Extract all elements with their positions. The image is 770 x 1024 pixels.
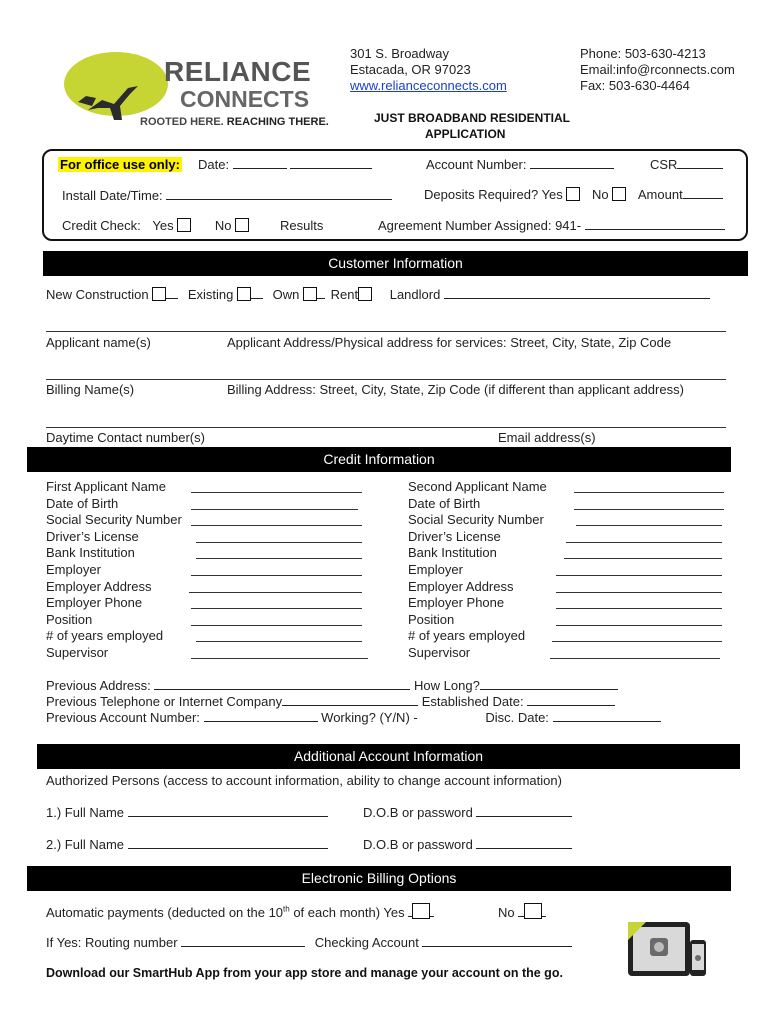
previous-address-label: Previous Address: <box>46 678 151 693</box>
amount-label: Amount <box>637 187 683 202</box>
agreement-label: Agreement Number Assigned: <box>378 218 552 233</box>
office-account-field[interactable] <box>530 157 614 169</box>
form-title-line2: APPLICATION <box>425 127 506 141</box>
auto-pay-label-b: of each month) Yes <box>289 905 405 920</box>
credit-right-label: Driver’s License <box>408 529 501 544</box>
website-link[interactable]: www.relianceconnects.com <box>350 78 507 93</box>
full-name-1-label: 1.) Full Name <box>46 805 125 820</box>
install-date-field[interactable] <box>166 188 392 200</box>
deposits-label: Deposits Required? Yes <box>424 187 563 202</box>
existing-label: Existing <box>187 287 234 302</box>
contact-line[interactable] <box>46 427 726 428</box>
previous-account-label: Previous Account Number: <box>46 710 200 725</box>
credit-left-label: First Applicant Name <box>46 479 166 494</box>
credit-right-label: Date of Birth <box>408 496 481 511</box>
credit-right-field[interactable] <box>552 641 722 642</box>
credit-check-yes-label: Yes <box>152 218 174 233</box>
billing-name-label: Billing Name(s) <box>46 382 135 397</box>
credit-left-label: Bank Institution <box>46 545 135 560</box>
credit-right-field[interactable] <box>566 542 722 543</box>
checking-label: Checking Account <box>314 935 419 950</box>
credit-left-field[interactable] <box>191 625 362 626</box>
office-date-field[interactable] <box>233 157 287 169</box>
credit-left-label: Date of Birth <box>46 496 119 511</box>
customer-info-header: Customer Information <box>43 251 748 276</box>
applicant-line[interactable] <box>46 331 726 332</box>
credit-right-field[interactable] <box>556 592 722 593</box>
credit-left-field[interactable] <box>191 608 362 609</box>
credit-left-field[interactable] <box>196 641 362 642</box>
previous-company-field[interactable] <box>282 694 418 706</box>
dob-password-2-field[interactable] <box>476 837 572 849</box>
credit-right-field[interactable] <box>576 525 722 526</box>
credit-right-field[interactable] <box>550 658 720 659</box>
smarthub-download-text: Download our SmartHub App from your app store and manage your account on the go. <box>46 966 563 980</box>
auto-pay-no-checkbox[interactable] <box>524 903 542 919</box>
credit-left-label: Employer <box>46 562 101 577</box>
auto-pay-sup: th <box>283 904 290 914</box>
credit-left-field[interactable] <box>196 558 362 559</box>
phone-text: Phone: 503-630-4213 <box>580 46 706 61</box>
new-construction-checkbox[interactable] <box>152 287 166 301</box>
logo-tagline-b: REACHING THERE. <box>226 116 329 128</box>
credit-right-field[interactable] <box>556 575 722 576</box>
existing-checkbox[interactable] <box>237 287 251 301</box>
credit-right-field[interactable] <box>574 509 724 510</box>
rent-checkbox[interactable] <box>358 287 372 301</box>
credit-left-field[interactable] <box>191 492 362 493</box>
credit-right-field[interactable] <box>574 492 724 493</box>
dob-password-2-label: D.O.B or password <box>363 837 473 852</box>
credit-left-label: Supervisor <box>46 645 109 660</box>
email-address-label: Email address(s) <box>498 430 596 445</box>
logo-tagline-a: ROOTED HERE. <box>140 116 224 128</box>
own-label: Own <box>272 287 300 302</box>
billing-line[interactable] <box>46 379 726 380</box>
how-long-field[interactable] <box>480 678 618 690</box>
landlord-label: Landlord <box>389 287 441 302</box>
credit-right-label: Employer Address <box>408 579 514 594</box>
office-date-field-2[interactable] <box>290 157 372 169</box>
credit-left-label: Driver’s License <box>46 529 139 544</box>
deposits-no-label: No <box>592 187 609 202</box>
install-date-label: Install Date/Time: <box>62 188 163 203</box>
daytime-contact-label: Daytime Contact number(s) <box>46 430 205 445</box>
office-account-label: Account Number: <box>426 157 527 172</box>
credit-right-field[interactable] <box>556 625 722 626</box>
working-label: Working? (Y/N) - <box>321 710 418 725</box>
full-name-2-field[interactable] <box>128 837 328 849</box>
credit-left-label: # of years employed <box>46 628 164 643</box>
credit-check-yes-checkbox[interactable] <box>177 218 191 232</box>
credit-left-field[interactable] <box>191 658 368 659</box>
credit-info-header: Credit Information <box>27 447 731 472</box>
ebill-header: Electronic Billing Options <box>27 866 731 891</box>
company-logo <box>58 48 328 133</box>
credit-left-label: Employer Address <box>46 579 152 594</box>
routing-field[interactable] <box>181 935 305 947</box>
credit-right-label: # of years employed <box>408 628 526 643</box>
agreement-field[interactable] <box>585 218 725 230</box>
address-line2: Estacada, OR 97023 <box>350 62 471 77</box>
amount-field[interactable] <box>683 187 723 199</box>
tablet-app-icon <box>626 918 710 980</box>
established-date-field[interactable] <box>527 694 615 706</box>
rent-label: Rent <box>330 287 359 302</box>
credit-left-field[interactable] <box>196 542 362 543</box>
credit-right-label: Employer Phone <box>408 595 505 610</box>
credit-check-no-label: No <box>214 218 232 233</box>
credit-right-label: Position <box>408 612 455 627</box>
logo-name: RELIANCE <box>164 56 312 87</box>
credit-right-label: Second Applicant Name <box>408 479 547 494</box>
auto-pay-label-a: Automatic payments (deducted on the 10 <box>46 905 284 920</box>
office-date-label: Date: <box>198 157 230 172</box>
deposits-yes-checkbox[interactable] <box>566 187 580 201</box>
form-title-line1: JUST BROADBAND RESIDENTIAL <box>374 111 571 125</box>
office-csr-label: CSR <box>650 157 678 172</box>
deposits-no-checkbox[interactable] <box>612 187 626 201</box>
credit-left-label: Social Security Number <box>46 512 182 527</box>
previous-account-field[interactable] <box>204 710 318 722</box>
dob-password-1-label: D.O.B or password <box>363 805 473 820</box>
fax-text: Fax: 503-630-4464 <box>580 78 690 93</box>
credit-right-label: Employer <box>408 562 463 577</box>
credit-left-label: Position <box>46 612 93 627</box>
credit-right-label: Bank Institution <box>408 545 497 560</box>
disc-date-label: Disc. Date: <box>485 710 549 725</box>
billing-address-label: Billing Address: Street, City, State, Zip Code (if different than applicant address) <box>227 382 684 397</box>
established-date-label: Established Date: <box>421 694 524 709</box>
credit-check-label: Credit Check: <box>62 218 141 233</box>
previous-company-label: Previous Telephone or Internet Company <box>46 694 283 709</box>
checking-field[interactable] <box>422 935 572 947</box>
credit-right-label: Social Security Number <box>408 512 544 527</box>
credit-left-field[interactable] <box>191 509 358 510</box>
email-text: Email:info@rconnects.com <box>580 62 735 77</box>
credit-left-label: Employer Phone <box>46 595 143 610</box>
credit-left-field[interactable] <box>191 575 362 576</box>
previous-address-field[interactable] <box>154 678 410 690</box>
logo-sub: CONNECTS <box>180 86 310 112</box>
credit-right-field[interactable] <box>556 608 722 609</box>
applicant-names-label: Applicant name(s) <box>46 335 151 350</box>
address-line1: 301 S. Broadway <box>350 46 450 61</box>
routing-label: If Yes: Routing number <box>46 935 178 950</box>
credit-right-field[interactable] <box>564 558 722 559</box>
office-csr-field[interactable] <box>677 157 723 169</box>
credit-left-field[interactable] <box>189 592 362 593</box>
agreement-prefix: 941- <box>555 218 582 233</box>
credit-check-no-checkbox[interactable] <box>235 218 249 232</box>
how-long-label: How Long? <box>414 678 480 693</box>
landlord-field[interactable] <box>444 287 710 299</box>
full-name-2-label: 2.) Full Name <box>46 837 125 852</box>
credit-right-label: Supervisor <box>408 645 471 660</box>
office-use-label: For office use only: <box>60 157 180 172</box>
authorized-persons-label: Authorized Persons (access to account information, ability to change account information) <box>46 773 562 788</box>
additional-info-header: Additional Account Information <box>37 744 740 769</box>
own-checkbox[interactable] <box>303 287 317 301</box>
auto-pay-yes-checkbox[interactable] <box>412 903 430 919</box>
results-label: Results <box>280 218 324 233</box>
new-construction-label: New Construction <box>46 287 149 302</box>
full-name-1-field[interactable] <box>128 805 328 817</box>
auto-pay-no-label: No <box>498 905 515 920</box>
applicant-address-label: Applicant Address/Physical address for services: Street, City, State, Zip Code <box>227 335 672 350</box>
dob-password-1-field[interactable] <box>476 805 572 817</box>
credit-left-field[interactable] <box>191 525 362 526</box>
disc-date-field[interactable] <box>553 710 661 722</box>
